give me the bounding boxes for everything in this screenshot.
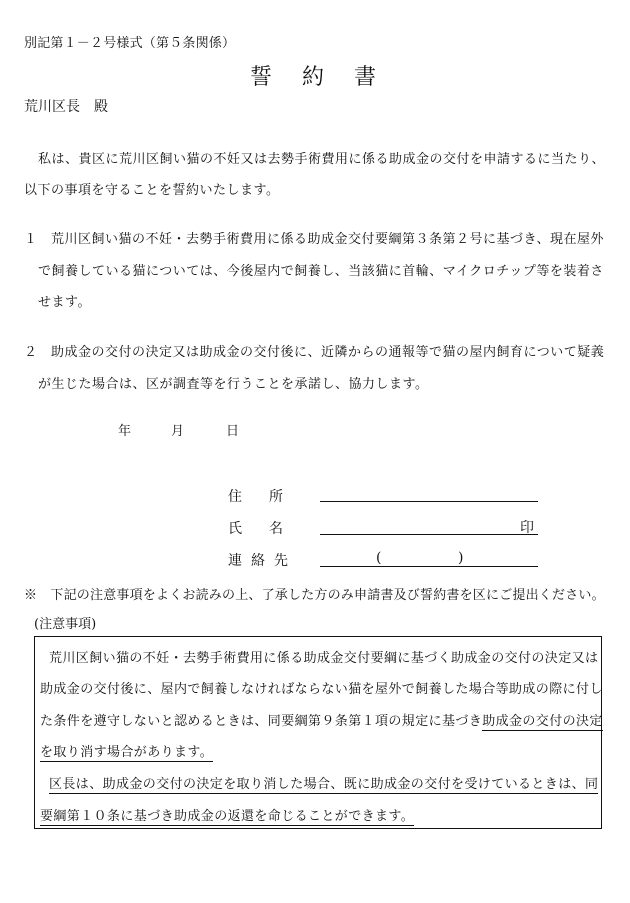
notes-line-5 (49, 773, 598, 792)
notes-line-4-underlined: を取り消す場合があります。 (40, 745, 214, 760)
date-month-label: 月 (171, 424, 185, 439)
notes-line-4 (40, 741, 213, 760)
intro-line-1: 私は、貴区に荒川区飼い猫の不妊又は去勢手術費用に係る助成金の交付を申請するに当たり、 (38, 152, 606, 167)
item-1-line-1: １ 荒川区飼い猫の不妊・去勢手術費用に係る助成金交付要綱第３条第２号に基づき、現在屋外 (24, 232, 604, 247)
name-field[interactable] (320, 534, 538, 535)
seal-mark: 印 (520, 520, 534, 536)
item-1-line-3: せます。 (38, 295, 91, 310)
address-field[interactable] (320, 501, 538, 502)
item-2-line-2: が生じた場合は、区が調査等を行うことを承諾し、協力します。 (38, 377, 429, 392)
notes-line-5-underlined: 区長は、助成金の交付の決定を取り消した場合、既に助成金の交付を受けているときは、同 (49, 777, 599, 792)
date-year-label: 年 (118, 424, 132, 439)
notes-line-3-plain: た条件を遵守しないと認めるときは、同要綱第９条第１項の規定に基づき (40, 714, 483, 729)
notes-line-6-underlined: 要綱第１０条に基づき助成金の返還を命じることができます。 (40, 809, 415, 824)
contact-label: 連絡先 (228, 553, 297, 569)
contact-paren-close: ) (458, 550, 464, 566)
item-1-line-2: で飼養している猫については、今後屋内で飼養し、当該猫に首輪、マイクロチップ等を装着さ (38, 264, 604, 279)
notes-line-3 (40, 710, 603, 729)
item-2-line-1: ２ 助成金の交付の決定又は助成金の交付後に、近隣からの通報等で猫の屋内飼育について疑義 (24, 345, 605, 360)
form-reference: 別記第１－２号様式（第５条関係） (24, 36, 236, 51)
addressee: 荒川区長 殿 (24, 99, 108, 115)
submission-note: ※ 下記の注意事項をよくお読みの上、了承した方のみ申請書及び誓約書を区にご提出ください。 (24, 588, 605, 603)
contact-paren-open: ( (376, 550, 382, 566)
intro-line-2: 以下の事項を守ることを誓約いたします。 (24, 183, 280, 198)
contact-field[interactable] (320, 566, 538, 567)
notes-line-3-underlined: 助成金の交付の決定 (482, 714, 603, 729)
name-label: 氏名 (228, 521, 310, 537)
notes-line-2: 助成金の交付後に、屋内で飼養しなければならない猫を屋外で飼養した場合等助成の際に付し (40, 682, 603, 697)
notes-line-6 (40, 805, 414, 824)
address-label: 住所 (228, 489, 310, 505)
notes-heading: (注意事項) (34, 617, 97, 632)
notes-line-1: 荒川区飼い猫の不妊・去勢手術費用に係る助成金交付要綱に基づく助成金の交付の決定又は (49, 651, 599, 666)
document-title: 誓 約 書 (249, 65, 380, 90)
notes-box (34, 636, 602, 829)
date-day-label: 日 (226, 424, 240, 439)
